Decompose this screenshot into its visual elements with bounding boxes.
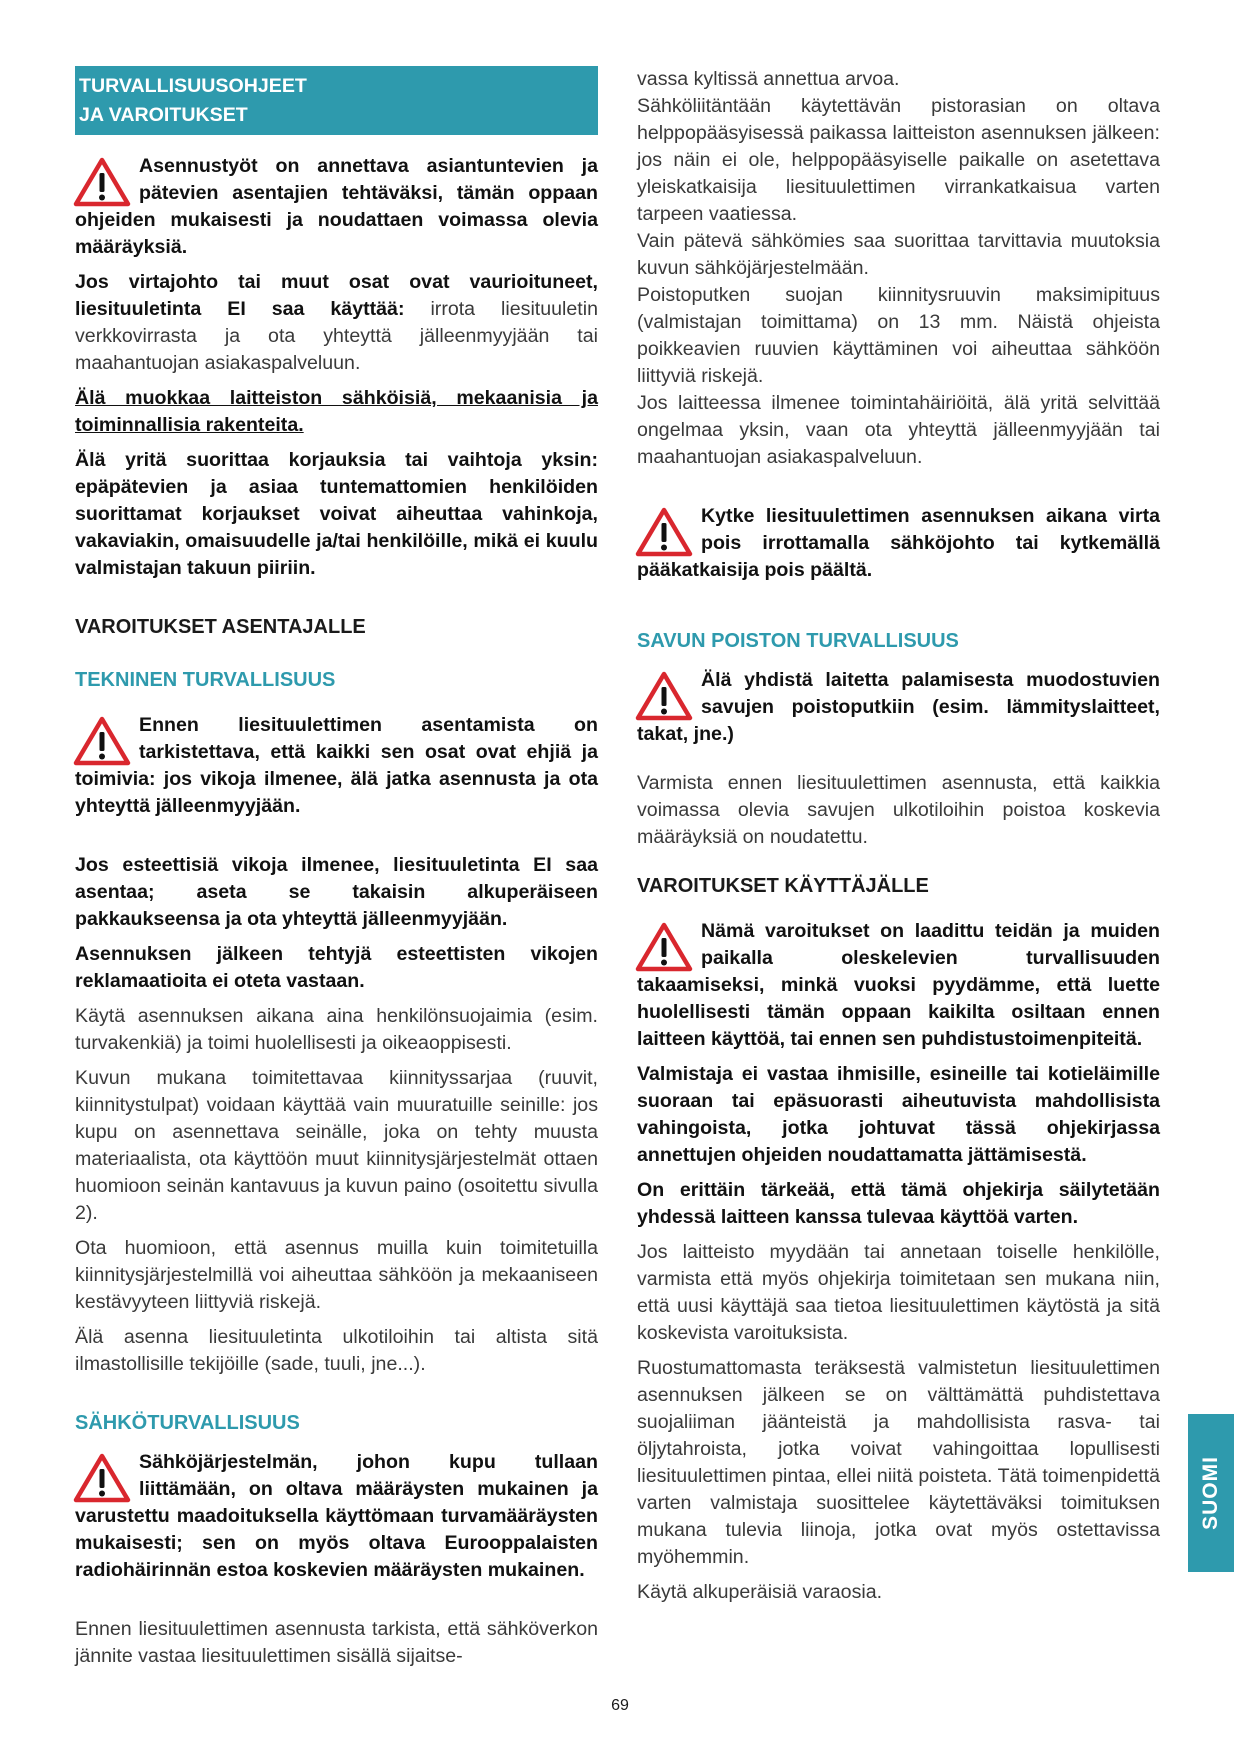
title-line-2: JA VAROITUKSET: [79, 104, 248, 126]
left-column: [75, 66, 598, 1678]
paragraph-malfunctions: Jos laitteessa ilmenee toimintahäiriöitä, älä yritä selvittää ongelmaa yksin, vaan ota yhteyttä jälleenmyyjään tai maahantuojan asiakaspalveluun.: [637, 392, 1160, 468]
warning-triangle-icon: [635, 507, 693, 557]
section-title-safety: [75, 66, 598, 135]
paragraph-electrician: Vain pätevä sähkömies saa suorittaa tarvittavia muutoksia kuvun sähköjärjestelmään.: [637, 230, 1160, 279]
warning-block-disconnect: [637, 503, 1160, 584]
light-run: irrota liesituuletin verkkovirrasta ja ota yhteyttä jälleenmyyjään tai maahantuojan asiakaspalveluun.: [75, 298, 598, 374]
heading-user-warnings: VAROITUKSET KÄYTTÄJÄLLE: [637, 875, 929, 897]
warning-text: Ennen liesituulettimen asentamista on tarkistettava, että kaikki sen osat ovat ehjiä ja toimivia: jos vikoja ilmenee, älä jatka asennusta ja ota yhteyttä jälleenmyyjään.: [75, 714, 598, 817]
paragraph-no-repairs: Älä yritä suorittaa korjauksia tai vaihtoja yksin: epäpätevien ja asiaa tuntemattomien henkilöiden suorittamat korjaukset voivat aiheuttaa vahinkoja, vakaviakin, omaisuudelle ja/tai henkilöille, mikä ei kuulu valmistajan takuun piiriin.: [75, 449, 598, 579]
warning-text: Asennustyöt on annettava asiantuntevien ja pätevien asentajien tehtäväksi, tämän oppaan ohjeiden mukaisesti ja noudattaen voimassa olevia määräyksiä.: [75, 155, 598, 258]
right-column: [637, 66, 1160, 1614]
paragraph-protective-gear: Käytä asennuksen aikana aina henkilönsuojaimia (esim. turvakenkiä) ja toimi huolellisesti ja oikeaoppisesti.: [75, 1005, 598, 1054]
warning-triangle-icon: [635, 922, 693, 972]
heading-installer-warnings: VAROITUKSET ASENTAJALLE: [75, 616, 366, 638]
warning-triangle-icon: [635, 671, 693, 721]
warning-text: Sähköjärjestelmän, johon kupu tullaan liittämään, on oltava määräysten mukainen ja varustettu maadoituksella käyttömaan turvamääräysten mukaisesti; sen on myös oltava Eurooppalaisten radiohäirinnän estoa koskevien määräysten mukainen.: [75, 1451, 598, 1581]
paragraph-rating-plate: vassa kyltissä annettua arvoa.: [637, 68, 900, 90]
warning-block-check-parts: [75, 712, 598, 820]
warning-text: Kytke liesituulettimen asennuksen aikana virta pois irrottamalla sähköjohto tai kytkemällä pääkatkaisija pois päältä.: [637, 505, 1160, 581]
heading-technical-safety: TEKNINEN TURVALLISUUS: [75, 669, 336, 691]
paragraph-original-parts: Käytä alkuperäisiä varaosia.: [637, 1581, 883, 1603]
heading-electrical-safety: SÄHKÖTURVALLISUUS: [75, 1412, 300, 1434]
warning-block-user: [637, 918, 1160, 1053]
paragraph-liability: Valmistaja ei vastaa ihmisille, esineille tai kotieläimille suoraan tai epäsuorasti aiheutuvista mahdollisista vahingoista, jotka johtuvat tässä ohjekirjassa annettujen ohjeiden noudattamatta jättämisestä.: [637, 1063, 1160, 1166]
title-line-1: TURVALLISUUSOHJEET: [79, 75, 307, 97]
paragraph-screw-length: Poistoputken suojan kiinnitysruuvin maksimipituus (valmistajan toimittama) on 13 mm. Näistä ohjeista poikkeavien ruuvien käyttäminen voi aiheuttaa sähköön liittyviä riskejä.: [637, 284, 1160, 387]
warning-triangle-icon: [73, 157, 131, 207]
paragraph-mounting-kit: Kuvun mukana toimitettavaa kiinnityssarjaa (ruuvit, kiinnitystulpat) voidaan käyttää vain muuratuille seinille: jos kupu on asennettava seinälle, joka on tehty muusta materiaalista, ota käyttöön muut kiinnitysjärjestelmät ottaen huomioon seinän kantavuus ja kuvun paino (osoitettu sivulla 2).: [75, 1067, 598, 1224]
paragraph-aesthetic-defects: Jos esteettisiä vikoja ilmenee, liesituuletinta EI saa asentaa; aseta se takaisin alkuperäiseen pakkaukseensa ja ota yhteyttä jälleenmyyjään.: [75, 854, 598, 930]
paragraph-no-claims: Asennuksen jälkeen tehtyjä esteettisten vikojen reklamaatioita ei oteta vastaan.: [75, 943, 598, 992]
warning-triangle-icon: [73, 716, 131, 766]
page-number: 69: [611, 1697, 629, 1714]
language-label: SUOMI: [1199, 1456, 1222, 1530]
paragraph-smoke-regulations: Varmista ennen liesituulettimen asennusta, että kaikkia voimassa olevia savujen ulkotiloihin poistoa koskevia määräyksiä on noudatettu.: [637, 772, 1160, 848]
paragraph-resale: Jos laitteisto myydään tai annetaan toiselle henkilölle, varmista että myös ohjekirja toimitetaan sen mukana niin, että uusi käyttäjä saa tietoa liesituulettimen käytöstä ja sitä koskevista varoituksista.: [637, 1241, 1160, 1344]
warning-block-installation: [75, 153, 598, 261]
warning-text: Nämä varoitukset on laadittu teidän ja muiden paikalla oleskelevien turvallisuuden takaamiseksi, minkä vuoksi pyydämme, että luette huolellisesti tämän oppaan kaikilta osiltaan ennen laitteen käyttöä, tai ennen sen puhdistustoimenpiteitä.: [637, 920, 1160, 1050]
warning-triangle-icon: [73, 1453, 131, 1503]
bold-run: Jos virtajohto tai muut osat ovat vaurioituneet, liesituuletinta EI saa käyttää:: [75, 271, 598, 320]
paragraph-other-fixings: Ota huomioon, että asennus muilla kuin toimitetuilla kiinnitysjärjestelmillä voi aiheuttaa sähköön ja mekaaniseen kestävyyteen liittyviä riskejä.: [75, 1237, 598, 1313]
heading-smoke-safety: SAVUN POISTON TURVALLISUUS: [637, 630, 959, 652]
paragraph-voltage-check: Ennen liesituulettimen asennusta tarkista, että sähköverkon jännite vastaa liesituulettimen sisällä sijaitse-: [75, 1618, 598, 1667]
warning-text: Älä yhdistä laitetta palamisesta muodostuvien savujen poistoputkiin (esim. lämmityslaitteet, takat, jne.): [637, 669, 1160, 745]
language-side-tab: [1188, 1414, 1234, 1572]
paragraph-keep-manual: On erittäin tärkeää, että tämä ohjekirja säilytetään yhdessä laitteen kanssa tulevaa käyttöä varten.: [637, 1179, 1160, 1228]
warning-block-electrical: [75, 1449, 598, 1584]
paragraph-stainless-cleaning: Ruostumattomasta teräksestä valmistetun liesituulettimen asennuksen jälkeen se on välttämättä puhdistettava suojaliiman jäänteistä ja mahdollisista rasva- tai öljytahroista, jotka voivat vahingoittaa lopullisesti liesituulettimen pintaa, ellei niitä poisteta. Tätä toimenpidettä varten valmistaja suosittelee käytettäväksi toimituksen mukana tulevia liinoja, jotka ovat myös ostettavissa myöhemmin.: [637, 1357, 1160, 1568]
warning-block-flue: [637, 667, 1160, 748]
paragraph-socket: Sähköliitäntään käytettävän pistorasian on oltava helppopääsyisessä paikassa laitteiston asennuksen jälkeen: jos näin ei ole, helppopääsyiselle paikalle on asetettava yleiskatkaisija liesituulettimen virrankatkaisua varten tarpeen vaatiessa.: [637, 95, 1160, 225]
paragraph-damaged-cord: [75, 269, 598, 377]
paragraph-no-outdoor: Älä asenna liesituuletinta ulkotiloihin tai altista sitä ilmastollisille tekijöille (sade, tuuli, jne...).: [75, 1326, 598, 1375]
paragraph-no-modify: Älä muokkaa laitteiston sähköisiä, mekaanisia ja toiminnallisia rakenteita.: [75, 387, 598, 436]
